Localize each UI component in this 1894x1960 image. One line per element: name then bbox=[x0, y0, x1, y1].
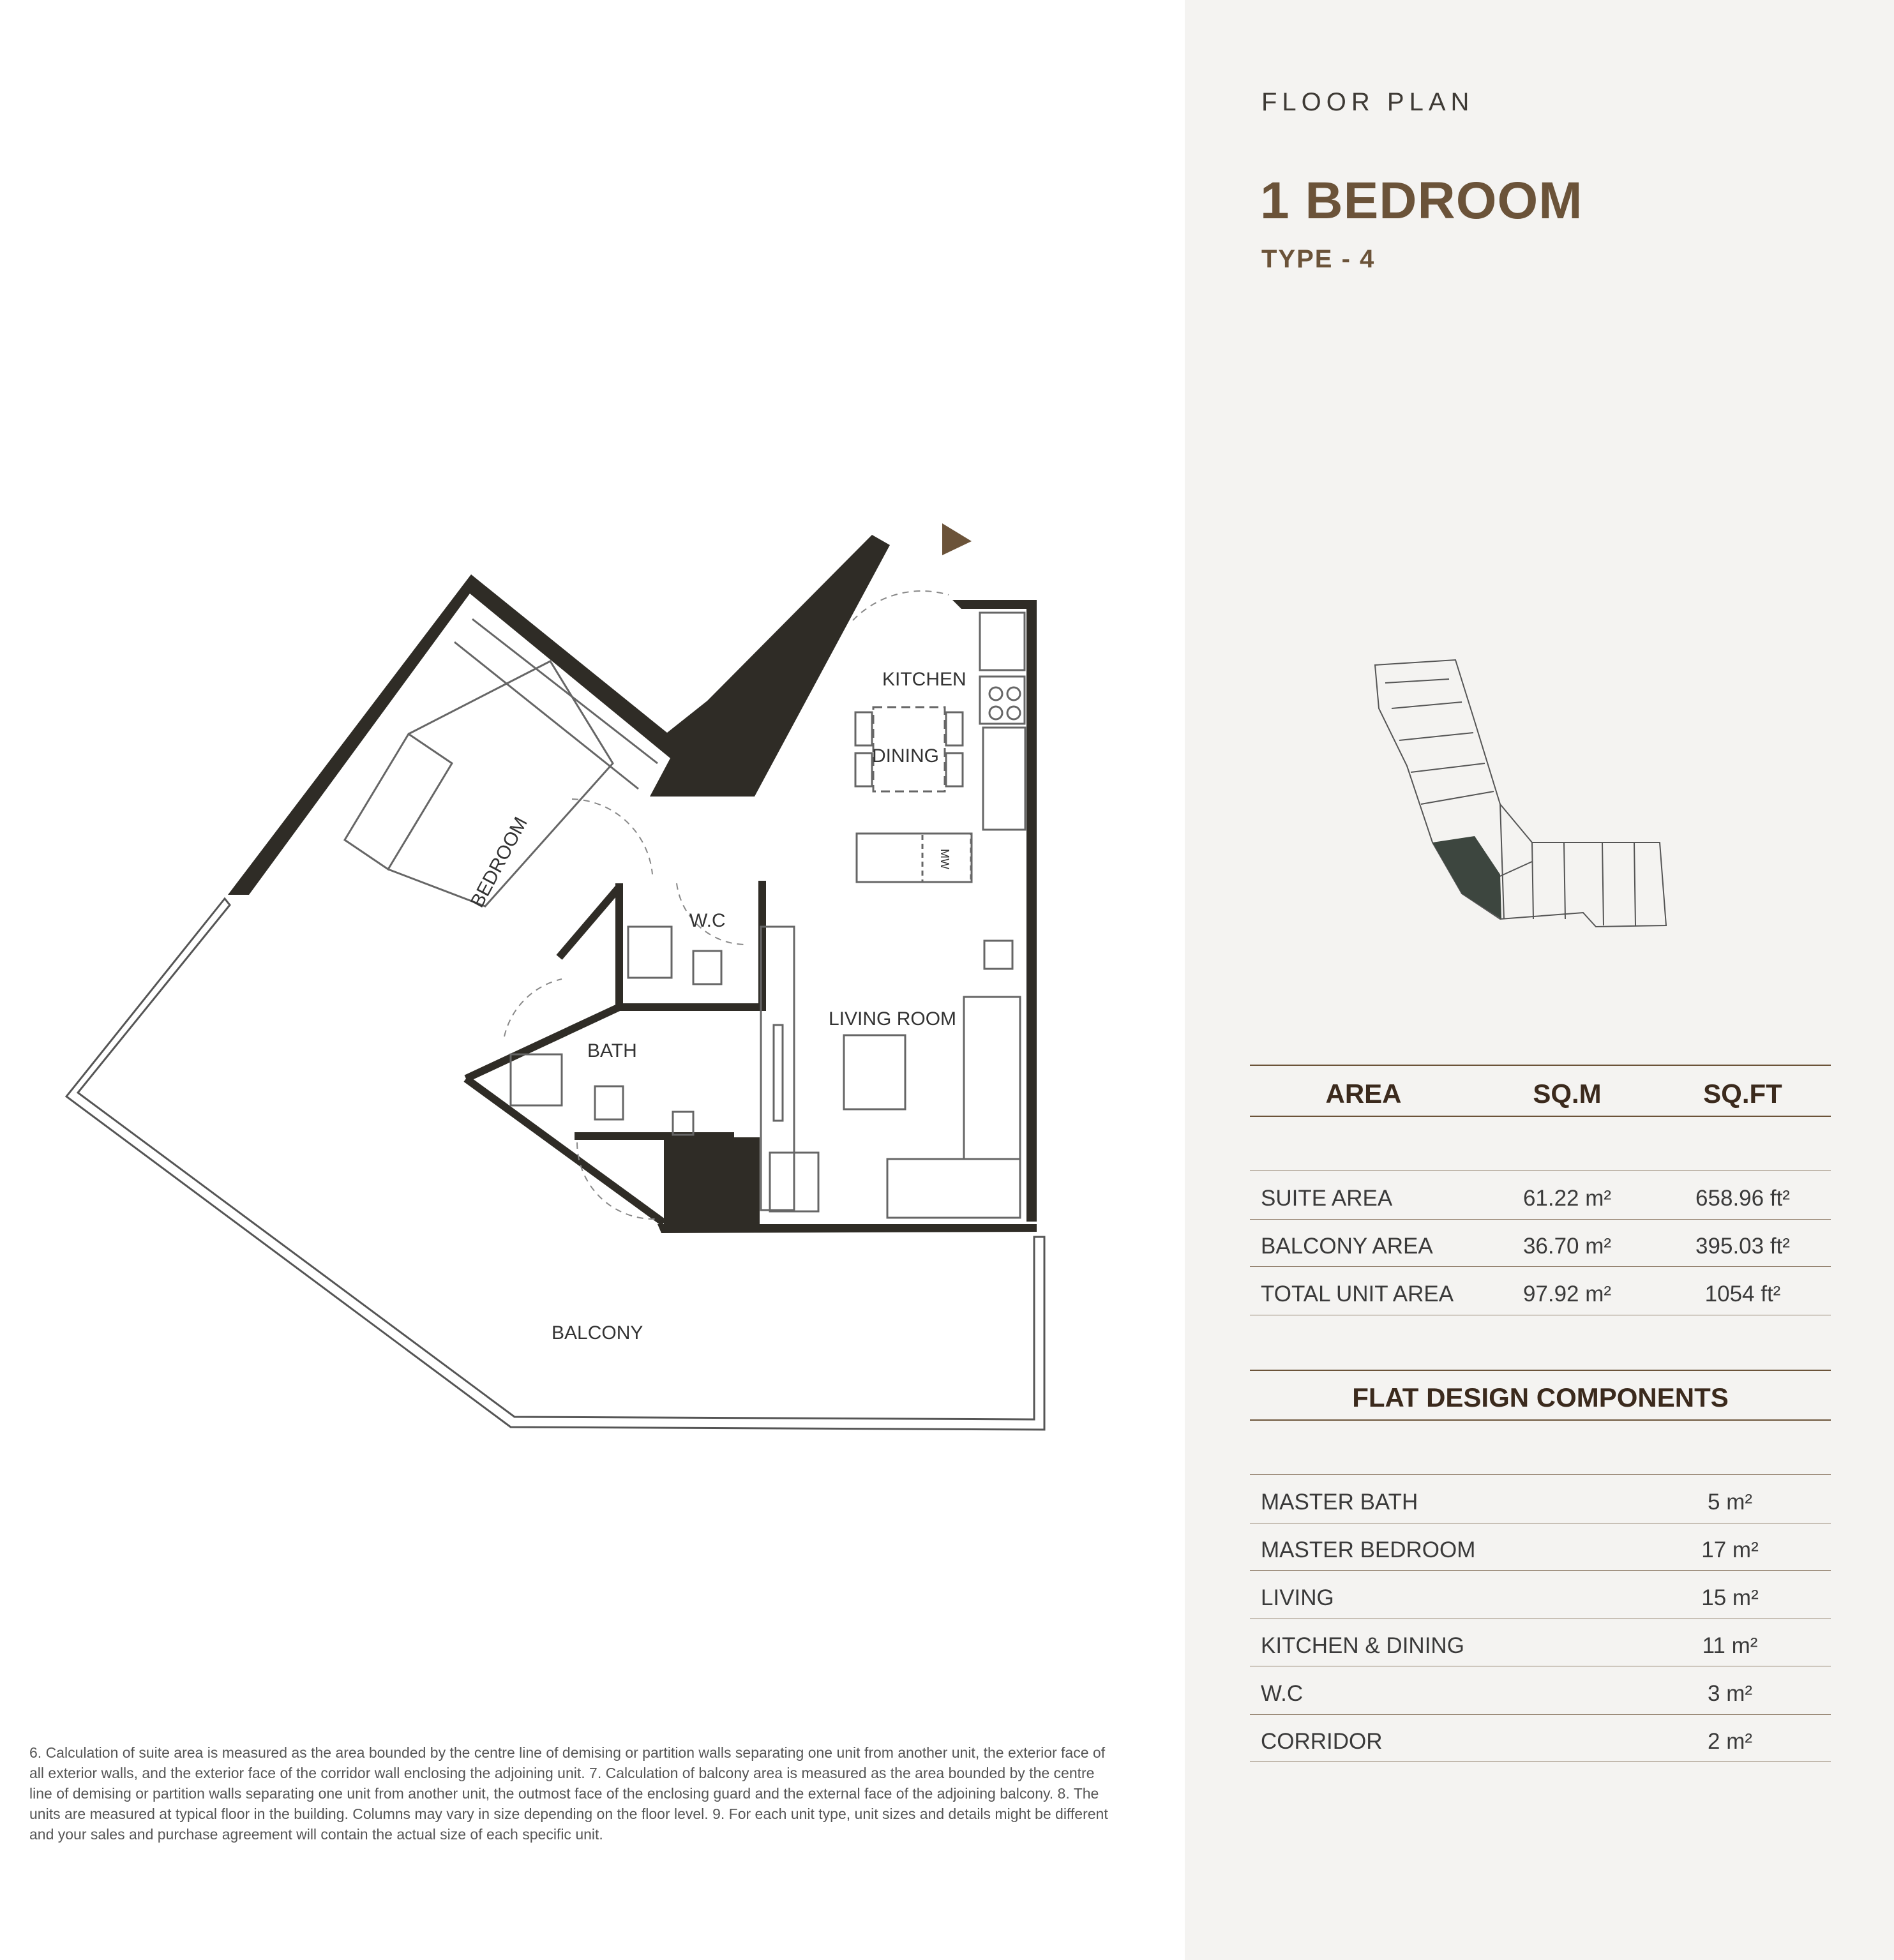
unit-type: TYPE - 4 bbox=[1261, 245, 1376, 273]
floor-plan bbox=[0, 0, 1185, 1468]
label-kitchen: KITCHEN bbox=[882, 669, 966, 690]
area-row-label: BALCONY AREA bbox=[1261, 1234, 1433, 1259]
col-header-sqm: SQ.M bbox=[1533, 1079, 1602, 1109]
component-label: CORRIDOR bbox=[1261, 1729, 1383, 1754]
table-rule bbox=[1250, 1714, 1831, 1715]
label-balcony: BALCONY bbox=[552, 1322, 643, 1343]
col-header-area: AREA bbox=[1325, 1079, 1402, 1109]
col-header-sqft: SQ.FT bbox=[1703, 1079, 1782, 1109]
component-label: MASTER BEDROOM bbox=[1261, 1537, 1476, 1562]
label-wc: W.C bbox=[689, 910, 726, 931]
table-rule bbox=[1250, 1474, 1831, 1475]
area-row-sqft: 395.03 ft² bbox=[1695, 1234, 1790, 1259]
component-label: KITCHEN & DINING bbox=[1261, 1633, 1464, 1658]
area-row-label: TOTAL UNIT AREA bbox=[1261, 1282, 1454, 1306]
keyplan-highlight bbox=[1432, 836, 1501, 919]
entry-arrow bbox=[942, 523, 972, 555]
label-dining: DINING bbox=[872, 745, 939, 767]
component-value: 2 m² bbox=[1708, 1729, 1752, 1754]
component-label: W.C bbox=[1261, 1681, 1304, 1706]
component-value: 17 m² bbox=[1701, 1537, 1759, 1562]
table-rule bbox=[1250, 1419, 1831, 1421]
area-row-sqft: 658.96 ft² bbox=[1695, 1186, 1790, 1211]
area-row-sqm: 97.92 m² bbox=[1522, 1282, 1612, 1306]
component-value: 5 m² bbox=[1708, 1490, 1752, 1515]
table-rule bbox=[1250, 1570, 1831, 1571]
area-row-sqft: 1054 ft² bbox=[1704, 1282, 1781, 1306]
components-title: FLAT DESIGN COMPONENTS bbox=[1352, 1382, 1729, 1412]
balcony-outline bbox=[66, 899, 1044, 1430]
table-rule bbox=[1250, 1116, 1831, 1117]
table-rule bbox=[1250, 1219, 1831, 1220]
page-title: 1 BEDROOM bbox=[1260, 172, 1583, 230]
area-row-sqm: 61.22 m² bbox=[1522, 1186, 1612, 1211]
area-row-label: SUITE AREA bbox=[1261, 1186, 1393, 1211]
key-plan bbox=[1366, 651, 1672, 945]
label-bedroom: BEDROOM bbox=[467, 813, 532, 911]
label-bath: BATH bbox=[587, 1040, 637, 1061]
component-value: 3 m² bbox=[1708, 1681, 1752, 1706]
component-value: 11 m² bbox=[1702, 1633, 1758, 1658]
area-row-sqm: 36.70 m² bbox=[1522, 1234, 1612, 1259]
component-value: 15 m² bbox=[1701, 1585, 1759, 1610]
table-rule bbox=[1250, 1370, 1831, 1371]
label-living-room: LIVING ROOM bbox=[829, 1008, 957, 1029]
component-label: LIVING bbox=[1261, 1585, 1334, 1610]
label-mw: MW bbox=[938, 849, 951, 869]
footnote: 6. Calculation of suite area is measured as the area bounded by the centre line of demising or partition walls separating one unit from another unit, the exterior face of all exterior walls, and the exterior face of the corridor wall enclosing the adjoining unit. 7. Calculation of balcony area is measured as the area bounded by the centre line of demising or partition walls separating one unit from another unit, the outmost face of the enclosing guard and the external face of the adjoining balcony. 8. The units are measured at typical floor in the building. Columns may vary in size depending on the floor level. 9. For each unit type, unit sizes and details might be different and your sales and purchase agreement will contain the actual size of each specific unit. bbox=[29, 1744, 1108, 1843]
exterior-walls bbox=[228, 535, 1037, 1233]
page-kicker: FLOOR PLAN bbox=[1261, 88, 1475, 116]
component-label: MASTER BATH bbox=[1261, 1490, 1418, 1515]
table-rule bbox=[1250, 1266, 1831, 1267]
table-rule bbox=[1250, 1065, 1831, 1066]
